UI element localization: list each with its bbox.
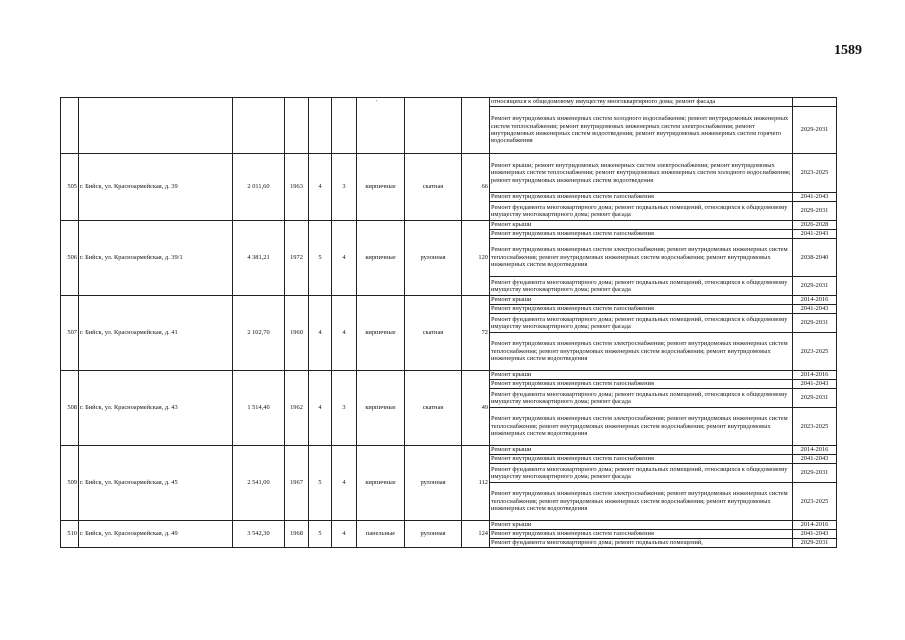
work-description: Ремонт крыши bbox=[490, 221, 793, 230]
building-floors: 4 bbox=[309, 154, 332, 221]
work-years: 2029-2031 bbox=[793, 389, 837, 408]
work-description: Ремонт фундамента многоквартирного дома; ремонт подвальных помещений, относящихся к общедомовому имуществу многоквартирного дома; ремонт фасада bbox=[490, 464, 793, 483]
work-row bbox=[61, 521, 837, 530]
work-description: Ремонт внутридомовых инженерных систем газоснабжения bbox=[490, 380, 793, 389]
building-apartments: 120 bbox=[462, 221, 490, 296]
work-description: Ремонт крыши bbox=[490, 446, 793, 455]
building-area: 2 011,60 bbox=[233, 154, 285, 221]
cell-empty bbox=[405, 98, 462, 154]
work-description: Ремонт внутридомовых инженерных систем электроснабжения; ремонт внутридомовых инженерных систем теплоснабжения; ремонт внутридомовых инженерных систем водоснабжения; ремонт внутридомовых инженерных систем водоотведения bbox=[490, 483, 793, 521]
work-years: 2041-2043 bbox=[793, 455, 837, 464]
work-years: 2023-2025 bbox=[793, 333, 837, 371]
building-apartments: 124 bbox=[462, 521, 490, 548]
work-description: Ремонт фундамента многоквартирного дома; ремонт подвальных помещений, bbox=[490, 539, 793, 548]
work-years: 2041-2043 bbox=[793, 193, 837, 202]
work-description: Ремонт внутридомовых инженерных систем электроснабжения; ремонт внутридомовых инженерных систем теплоснабжения; ремонт внутридомовых инженерных систем водоснабжения; ремонт внутридомовых инженерных систем водоотведения bbox=[490, 408, 793, 446]
building-entrances: 4 bbox=[332, 221, 357, 296]
building-address: г. Бийск, ул. Красноармейская, д. 39 bbox=[79, 154, 233, 221]
building-floors: 4 bbox=[309, 296, 332, 371]
cell-empty bbox=[61, 98, 79, 154]
building-walls: панельные bbox=[357, 521, 405, 548]
work-description: Ремонт внутридомовых инженерных систем газоснабжения bbox=[490, 305, 793, 314]
building-address: г. Бийск, ул. Красноармейская, д. 39/1 bbox=[79, 221, 233, 296]
work-description: Ремонт фундамента многоквартирного дома; ремонт подвальных помещений, относящихся к общедомовому имуществу многоквартирного дома; ремонт фасада bbox=[490, 202, 793, 221]
building-apartments: 66 bbox=[462, 154, 490, 221]
cell-empty bbox=[357, 98, 405, 154]
building-number: 505 bbox=[61, 154, 79, 221]
building-number: 510 bbox=[61, 521, 79, 548]
building-roof: рулонная bbox=[405, 446, 462, 521]
work-description: относящихся к общедомовому имуществу многоквартирного дома; ремонт фасада bbox=[490, 98, 793, 107]
building-address: г. Бийск, ул. Красноармейская, д. 49 bbox=[79, 521, 233, 548]
work-description: Ремонт крыши; ремонт внутридомовых инженерных систем электроснабжения; ремонт внутридомовых инженерных систем теплоснабжения; ремонт внутридомовых инженерных систем холодного водоснабжения; ремонт внутридомовых инженерных систем водоотведения bbox=[490, 154, 793, 193]
work-row bbox=[61, 154, 837, 193]
work-years: 2029-2031 bbox=[793, 314, 837, 333]
building-area: 3 542,30 bbox=[233, 521, 285, 548]
building-entrances: 3 bbox=[332, 154, 357, 221]
building-entrances: 4 bbox=[332, 521, 357, 548]
work-years: 2029-2031 bbox=[793, 107, 837, 154]
work-description: Ремонт фундамента многоквартирного дома; ремонт подвальных помещений, относящихся к общедомовому имуществу многоквартирного дома; ремонт фасада bbox=[490, 389, 793, 408]
building-address: г. Бийск, ул. Красноармейская, д. 45 bbox=[79, 446, 233, 521]
work-years: 2041-2043 bbox=[793, 230, 837, 239]
work-years: 2023-2025 bbox=[793, 408, 837, 446]
work-description: Ремонт внутридомовых инженерных систем электроснабжения; ремонт внутридомовых инженерных систем теплоснабжения; ремонт внутридомовых инженерных систем водоснабжения; ремонт внутридомовых инженерных систем водоотведения bbox=[490, 333, 793, 371]
cell-empty bbox=[332, 98, 357, 154]
building-number: 507 bbox=[61, 296, 79, 371]
building-roof: рулонная bbox=[405, 221, 462, 296]
work-description: Ремонт внутридомовых инженерных систем газоснабжения bbox=[490, 530, 793, 539]
building-walls: кирпичные bbox=[357, 446, 405, 521]
building-apartments: 72 bbox=[462, 296, 490, 371]
building-walls: кирпичные bbox=[357, 296, 405, 371]
work-years: 2014-2016 bbox=[793, 446, 837, 455]
building-number: 509 bbox=[61, 446, 79, 521]
work-row bbox=[61, 296, 837, 305]
building-area: 2 102,70 bbox=[233, 296, 285, 371]
stray-mark: ' bbox=[376, 100, 378, 106]
building-floors: 4 bbox=[309, 371, 332, 446]
work-description: Ремонт внутридомовых инженерных систем газоснабжения bbox=[490, 193, 793, 202]
building-entrances: 4 bbox=[332, 446, 357, 521]
building-walls: кирпичные bbox=[357, 371, 405, 446]
building-number: 508 bbox=[61, 371, 79, 446]
cell-empty bbox=[462, 98, 490, 154]
building-area: 1 514,40 bbox=[233, 371, 285, 446]
work-description: Ремонт внутридомовых инженерных систем газоснабжения bbox=[490, 455, 793, 464]
building-roof: скатная bbox=[405, 371, 462, 446]
work-row bbox=[61, 446, 837, 455]
work-years: 2023-2025 bbox=[793, 154, 837, 193]
work-years: 2014-2016 bbox=[793, 371, 837, 380]
work-years: 2029-2031 bbox=[793, 464, 837, 483]
building-entrances: 3 bbox=[332, 371, 357, 446]
work-years: 2029-2031 bbox=[793, 202, 837, 221]
capital-repair-register-table bbox=[60, 97, 837, 548]
work-years: 2041-2043 bbox=[793, 380, 837, 389]
work-years: 2014-2016 bbox=[793, 296, 837, 305]
page-number: 1589 bbox=[834, 43, 862, 58]
building-apartments: 49 bbox=[462, 371, 490, 446]
building-year: 1967 bbox=[285, 446, 309, 521]
work-years bbox=[793, 98, 837, 107]
building-roof: скатная bbox=[405, 154, 462, 221]
cell-empty bbox=[79, 98, 233, 154]
work-description: Ремонт фундамента многоквартирного дома; ремонт подвальных помещений, относящихся к общедомовому имуществу многоквартирного дома; ремонт фасада bbox=[490, 277, 793, 296]
building-year: 1972 bbox=[285, 221, 309, 296]
work-years: 2029-2031 bbox=[793, 277, 837, 296]
building-year: 1960 bbox=[285, 296, 309, 371]
work-years: 2041-2043 bbox=[793, 530, 837, 539]
building-year: 1963 bbox=[285, 154, 309, 221]
work-row bbox=[61, 371, 837, 380]
work-description: Ремонт крыши bbox=[490, 521, 793, 530]
building-address: г. Бийск, ул. Красноармейская, д. 43 bbox=[79, 371, 233, 446]
building-roof: скатная bbox=[405, 296, 462, 371]
work-years: 2041-2043 bbox=[793, 305, 837, 314]
work-description: Ремонт фундамента многоквартирного дома; ремонт подвальных помещений, относящихся к общедомовому имуществу многоквартирного дома; ремонт фасада bbox=[490, 314, 793, 333]
cell-empty bbox=[233, 98, 285, 154]
building-entrances: 4 bbox=[332, 296, 357, 371]
cell-empty bbox=[309, 98, 332, 154]
work-years: 2026-2028 bbox=[793, 221, 837, 230]
work-years: 2038-2040 bbox=[793, 239, 837, 277]
work-row bbox=[61, 221, 837, 230]
building-walls: кирпичные bbox=[357, 154, 405, 221]
register-body bbox=[61, 98, 837, 548]
cell-empty bbox=[285, 98, 309, 154]
building-floors: 5 bbox=[309, 221, 332, 296]
building-year: 1968 bbox=[285, 521, 309, 548]
building-floors: 5 bbox=[309, 446, 332, 521]
building-number: 506 bbox=[61, 221, 79, 296]
work-description: Ремонт внутридомовых инженерных систем холодного водоснабжения; ремонт внутридомовых инженерных систем теплоснабжения; ремонт внутридомовых инженерных систем электроснабжения; ремонт внутридомовых инженерных систем водоотведения; ремонт внутридомовых инженерных систем горячего водоснабжения bbox=[490, 107, 793, 154]
building-floors: 5 bbox=[309, 521, 332, 548]
work-description: Ремонт крыши bbox=[490, 371, 793, 380]
building-roof: рулонная bbox=[405, 521, 462, 548]
work-description: Ремонт крыши bbox=[490, 296, 793, 305]
building-apartments: 112 bbox=[462, 446, 490, 521]
building-address: г. Бийск, ул. Красноармейская, д. 41 bbox=[79, 296, 233, 371]
building-area: 2 541,00 bbox=[233, 446, 285, 521]
building-year: 1962 bbox=[285, 371, 309, 446]
work-description: Ремонт внутридомовых инженерных систем электроснабжения; ремонт внутридомовых инженерных систем теплоснабжения; ремонт внутридомовых инженерных систем водоснабжения; ремонт внутридомовых инженерных систем водоотведения bbox=[490, 239, 793, 277]
work-years: 2029-2031 bbox=[793, 539, 837, 548]
work-years: 2023-2025 bbox=[793, 483, 837, 521]
work-description: Ремонт внутридомовых инженерных систем газоснабжения bbox=[490, 230, 793, 239]
building-area: 4 381,21 bbox=[233, 221, 285, 296]
work-years: 2014-2016 bbox=[793, 521, 837, 530]
building-walls: кирпичные bbox=[357, 221, 405, 296]
continued-row bbox=[61, 98, 837, 107]
